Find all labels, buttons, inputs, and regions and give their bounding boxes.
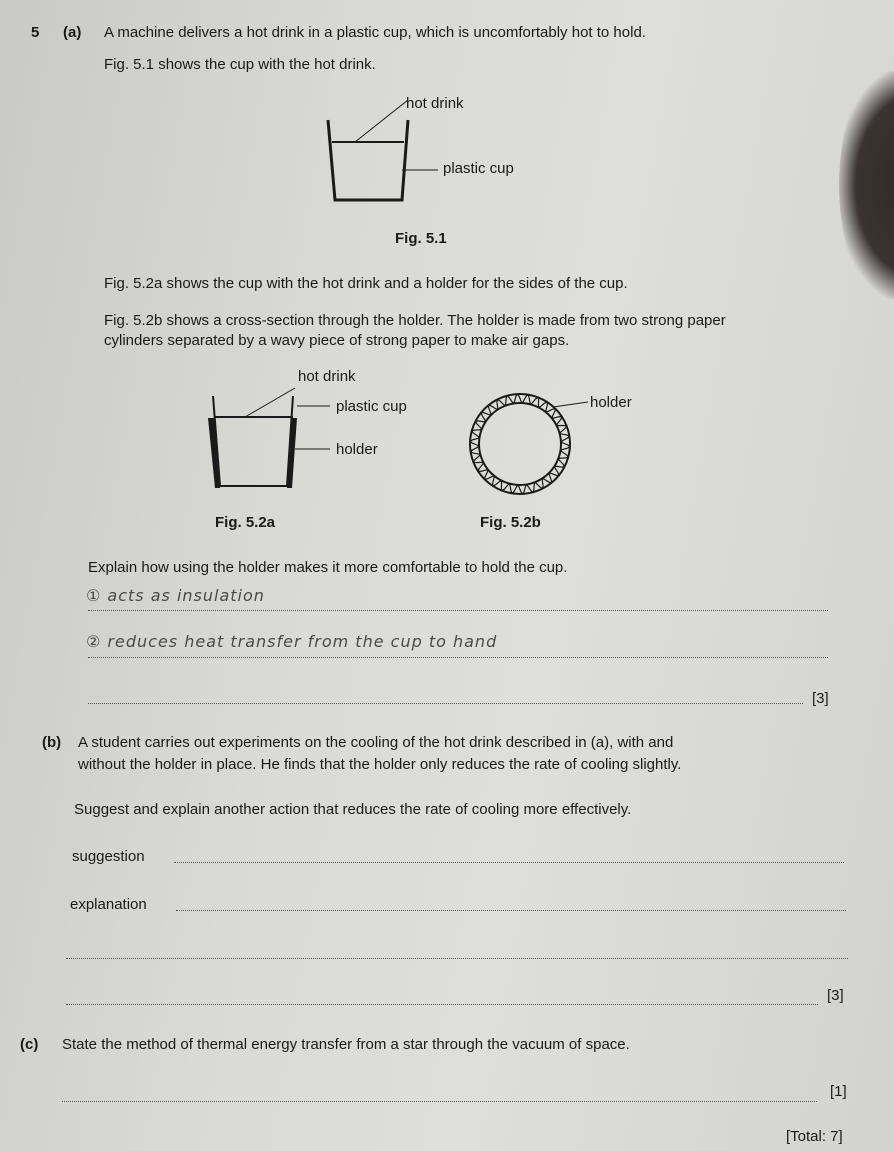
fig51-caption: Fig. 5.1 — [395, 230, 447, 247]
explanation-label: explanation — [70, 896, 147, 913]
fig51-intro: Fig. 5.1 shows the cup with the hot drink. — [104, 56, 376, 73]
answer-line-a1[interactable] — [88, 610, 828, 611]
fig51-label-plastic-cup: plastic cup — [443, 160, 514, 177]
part-b-text-2: without the holder in place. He finds that the holder only reduces the rate of cooling slightly. — [78, 756, 682, 773]
explanation-answer-line-2[interactable] — [66, 958, 848, 959]
answer-line-a3[interactable] — [88, 703, 803, 704]
part-c-answer-line[interactable] — [62, 1101, 817, 1102]
page-edge-shadow — [839, 70, 894, 300]
part-a-label: (a) — [63, 24, 82, 41]
fig51-label-hot-drink: hot drink — [406, 95, 464, 112]
fig52a-label-plastic-cup: plastic cup — [336, 398, 407, 415]
part-b-marks: [3] — [827, 987, 844, 1004]
fig52-intro-2a: Fig. 5.2b shows a cross-section through the holder. The holder is made from two strong paper — [104, 312, 726, 329]
fig52b-label-holder: holder — [590, 394, 632, 411]
part-c-prompt: State the method of thermal energy transfer from a star through the vacuum of space. — [62, 1036, 630, 1053]
part-a-prompt: Explain how using the holder makes it more comfortable to hold the cup. — [88, 559, 568, 576]
handwritten-answer-2: ② reduces heat transfer from the cup to hand — [86, 632, 498, 651]
fig52-intro-1: Fig. 5.2a shows the cup with the hot drink and a holder for the sides of the cup. — [104, 275, 628, 292]
part-a-marks: [3] — [812, 690, 829, 707]
part-c-marks: [1] — [830, 1083, 847, 1100]
fig52a-caption: Fig. 5.2a — [215, 514, 276, 531]
handwritten-answer-1: ① acts as insulation — [86, 586, 265, 605]
answer-line-a2[interactable] — [88, 657, 828, 658]
part-b-label: (b) — [42, 734, 62, 751]
fig52a-label-holder: holder — [336, 441, 378, 458]
total-marks: [Total: 7] — [786, 1128, 843, 1145]
part-b-text-1: A student carries out experiments on the cooling of the hot drink described in (a), with and — [78, 734, 674, 751]
explanation-answer-line-1[interactable] — [176, 910, 846, 911]
suggestion-answer-line[interactable] — [174, 862, 844, 863]
fig52b-cross-section-diagram — [468, 392, 578, 502]
fig51-cup-diagram — [320, 100, 420, 205]
part-a-intro: A machine delivers a hot drink in a plastic cup, which is uncomfortably hot to hold. — [104, 24, 646, 41]
fig52a-label-hot-drink: hot drink — [298, 368, 356, 385]
suggestion-label: suggestion — [72, 848, 145, 865]
part-c-label: (c) — [20, 1036, 39, 1053]
fig52b-caption: Fig. 5.2b — [480, 514, 541, 531]
explanation-answer-line-3[interactable] — [66, 1004, 818, 1005]
part-b-prompt: Suggest and explain another action that reduces the rate of cooling more effectively. — [74, 801, 632, 818]
fig52a-cup-holder-diagram — [205, 388, 305, 493]
question-number: 5 — [31, 24, 40, 41]
fig52-intro-2b: cylinders separated by a wavy piece of strong paper to make air gaps. — [104, 332, 570, 349]
